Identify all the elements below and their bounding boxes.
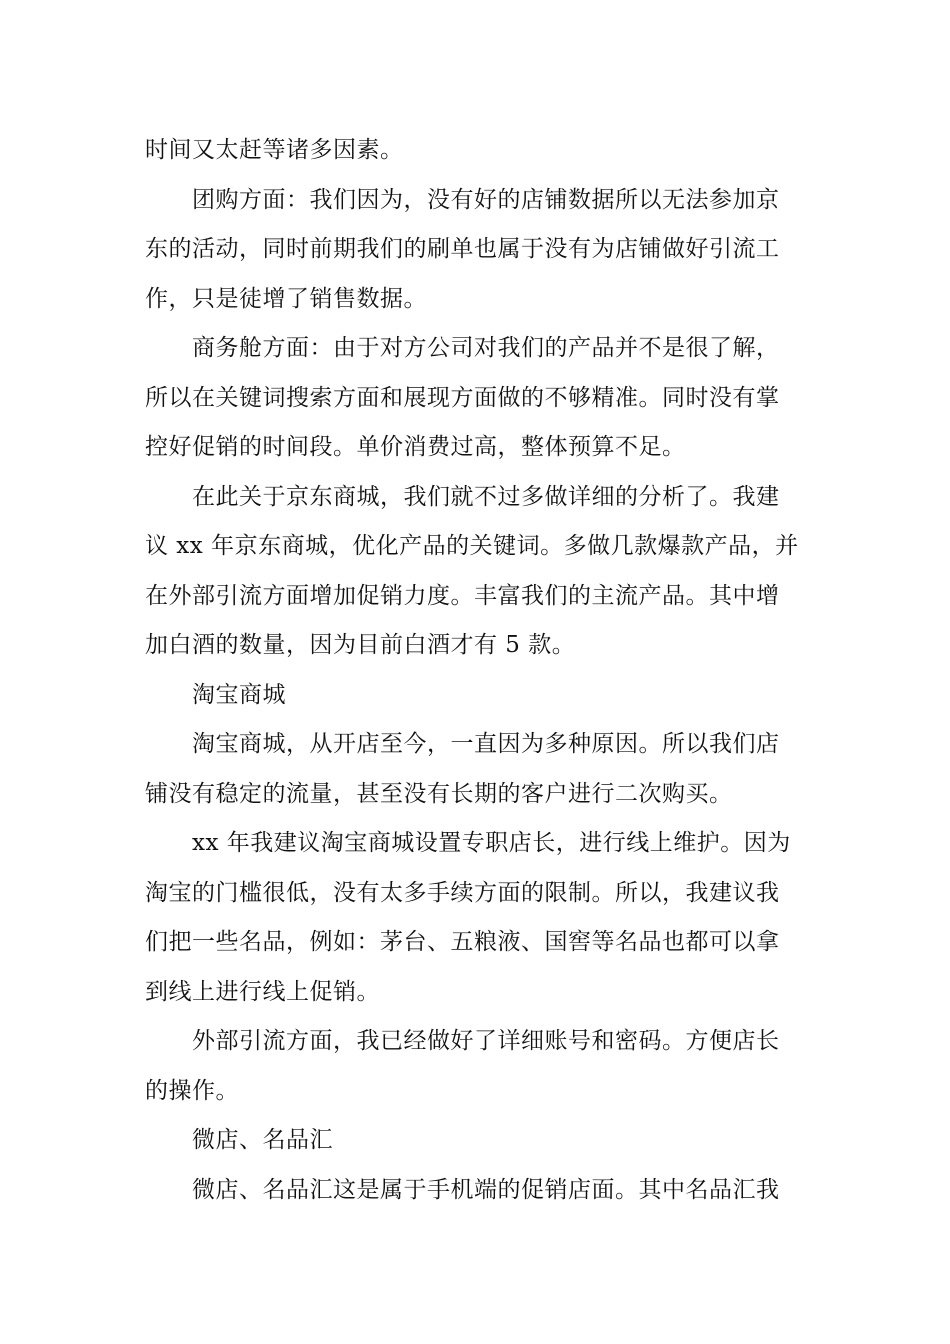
paragraph-line: 议 xx 年京东商城，优化产品的关键词。多做几款爆款产品，并: [145, 533, 799, 559]
section-heading: 微店、名品汇: [192, 1127, 333, 1153]
document-body: [145, 126, 810, 1215]
paragraph-line: 的操作。: [145, 1077, 239, 1104]
paragraph-line: 们把一些名品，例如：茅台、五粮液、国窖等名品也都可以拿: [145, 929, 780, 955]
paragraph-line: 在此关于京东商城，我们就不过多做详细的分析了。我建: [192, 483, 780, 510]
paragraph-line: 商务舱方面：由于对方公司对我们的产品并不是很了解，: [192, 335, 780, 361]
paragraph-line: 淘宝商城，从开店至今，一直因为多种原因。所以我们店: [192, 731, 780, 757]
paragraph-line: 所以在关键词搜索方面和展现方面做的不够精准。同时没有掌: [145, 384, 780, 411]
paragraph-line: 团购方面：我们因为，没有好的店铺数据所以无法参加京: [192, 186, 780, 213]
paragraph-line: 在外部引流方面增加促销力度。丰富我们的主流产品。其中增: [145, 582, 780, 609]
paragraph-line: 外部引流方面，我已经做好了详细账号和密码。方便店长: [192, 1028, 780, 1054]
paragraph-line: 时间又太赶等诸多因素。: [145, 137, 404, 163]
paragraph-line: 控好促销的时间段。单价消费过高，整体预算不足。: [145, 434, 686, 460]
paragraph-line: 淘宝的门槛很低，没有太多手续方面的限制。所以，我建议我: [145, 879, 780, 906]
paragraph-line: xx 年我建议淘宝商城设置专职店长，进行线上维护。因为: [192, 830, 791, 856]
paragraph-line: 到线上进行线上促销。: [145, 978, 380, 1005]
paragraph-line: 铺没有稳定的流量，甚至没有长期的客户进行二次购买。: [145, 780, 733, 807]
paragraph-line: 作，只是徒增了销售数据。: [145, 285, 427, 312]
paragraph-line: 东的活动，同时前期我们的刷单也属于没有为店铺做好引流工: [145, 236, 780, 262]
section-heading: 淘宝商城: [192, 681, 286, 708]
paragraph-line: 加白酒的数量，因为目前白酒才有 5 款。: [145, 632, 576, 658]
paragraph-line: 微店、名品汇这是属于手机端的促销店面。其中名品汇我: [192, 1176, 780, 1203]
